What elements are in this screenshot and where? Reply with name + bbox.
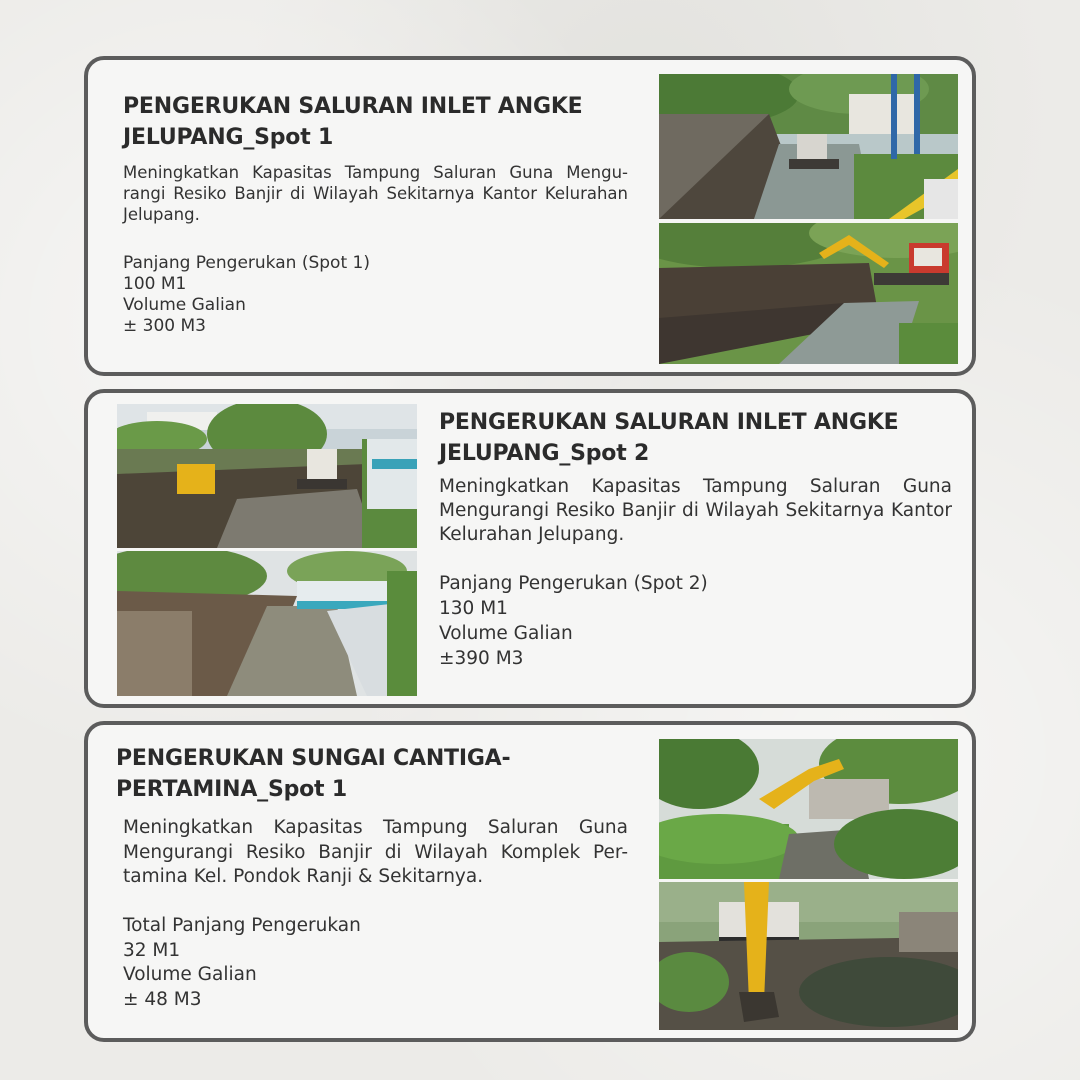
length-label: Total Panjang Pengerukan (123, 915, 361, 936)
card-stats (123, 914, 361, 1012)
card-description: Meningkatkan Kapasitas Tampung Saluran Guna Mengurangi Resiko Banjir di Wilayah Sekitarnya Kantor Kelurahan Jelupang. (439, 476, 952, 545)
card-title: PENGERUKAN SALURAN INLET ANGKE JELUPANG_Spot 2 (439, 410, 899, 466)
volume-label: Volume Galian (439, 623, 573, 644)
photo-dredging-canal-top (659, 74, 958, 219)
photo-cleaned-canal-water (117, 551, 417, 696)
card-title: PENGERUKAN SUNGAI CANTIGA-PERTAMINA_Spot 1 (116, 746, 511, 802)
photo-excavator-arm-dredging (659, 882, 958, 1030)
length-value: 32 M1 (123, 939, 181, 961)
card-stats (439, 571, 708, 671)
project-card-inlet-angke-spot-2 (84, 389, 976, 708)
volume-value: ± 300 M3 (123, 316, 206, 336)
card-description: Meningkatkan Kapasitas Tampung Saluran Guna Mengurangi Resiko Banjir di Wilayah Komplek Per-tamina Kel. Pondok Ranji & Sekitarnya. (123, 817, 628, 887)
photo-excavator-river-shrubs (659, 739, 958, 879)
photo-dredging-wide-canal (117, 404, 417, 548)
card-stats (123, 253, 370, 337)
volume-value: ±390 M3 (439, 648, 524, 669)
photo-excavator-mud-bank (659, 223, 958, 364)
project-card-cantiga-pertamina-spot-1 (84, 721, 976, 1042)
volume-label: Volume Galian (123, 964, 257, 985)
length-label: Panjang Pengerukan (Spot 1) (123, 253, 370, 273)
length-value: 100 M1 (123, 274, 187, 294)
card-description: Meningkatkan Kapasitas Tampung Saluran Guna Mengu-rangi Resiko Banjir di Wilayah Sekitarnya Kantor Kelurahan Jelupang. (123, 163, 628, 224)
volume-value: ± 48 M3 (123, 988, 202, 1010)
project-card-inlet-angke-spot-1 (84, 56, 976, 376)
card-title: PENGERUKAN SALURAN INLET ANGKE JELUPANG_Spot 1 (123, 94, 583, 150)
volume-label: Volume Galian (123, 295, 246, 315)
length-value: 130 M1 (439, 598, 508, 619)
length-label: Panjang Pengerukan (Spot 2) (439, 573, 708, 594)
